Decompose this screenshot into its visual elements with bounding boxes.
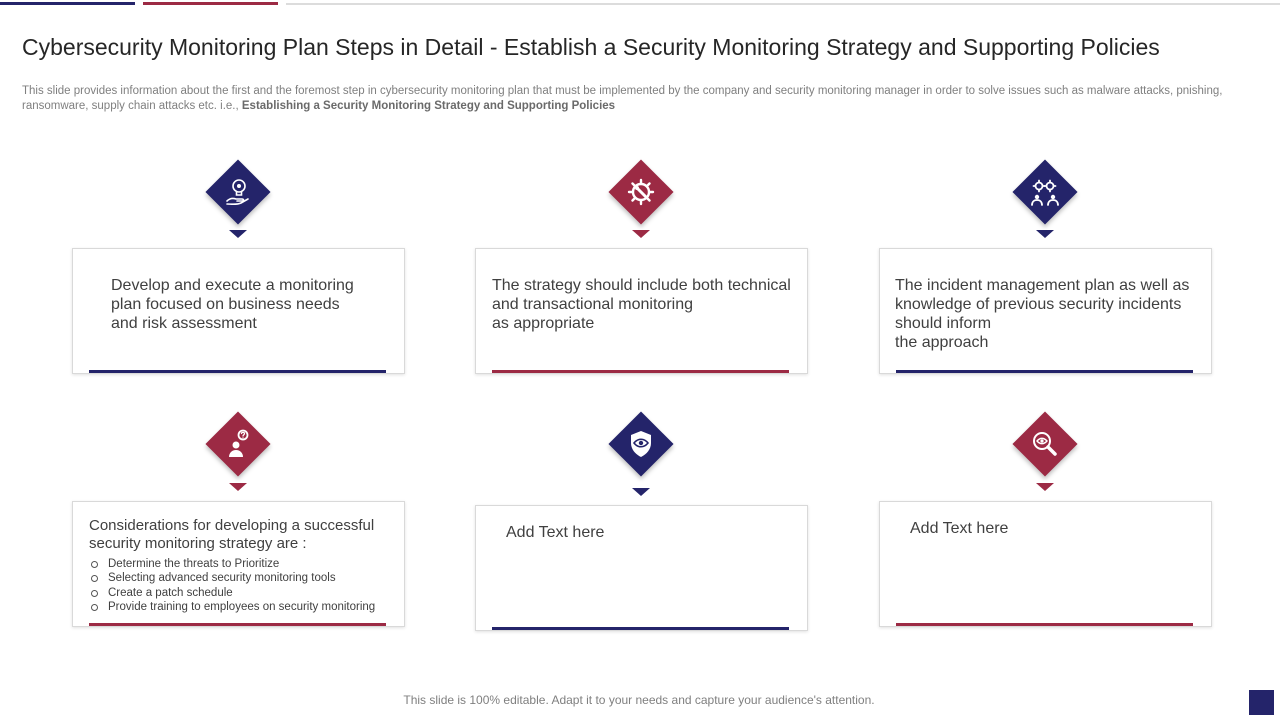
pointer-arrow (1036, 230, 1054, 238)
card-text-line: plan focused on business needs (111, 296, 340, 313)
gears-team-icon (1013, 160, 1077, 224)
card-text (895, 276, 1189, 352)
card-text-line: security monitoring strategy are : (89, 535, 307, 552)
pointer-arrow (229, 230, 247, 238)
step-card-2 (475, 248, 808, 374)
list-item: Provide training to employees on security monitoring (89, 600, 375, 614)
card-underline (89, 623, 386, 626)
card-text-line: knowledge of previous security incidents (895, 296, 1182, 313)
lightbulb-hand-icon (206, 160, 270, 224)
page-title: Cybersecurity Monitoring Plan Steps in Detail - Establish a Security Monitoring Strategy and Supporting Policies (22, 34, 1160, 60)
step-card-1 (72, 248, 405, 374)
card-text-line[interactable]: Add Text here (910, 520, 1009, 537)
card-text-line: should inform (895, 315, 992, 332)
step-card-4 (72, 501, 405, 627)
top-accent-navy (0, 2, 135, 5)
subtitle-bold: Establishing a Security Monitoring Strategy and Supporting Policies (241, 99, 616, 112)
list-item: Create a patch schedule (89, 586, 375, 600)
footer-note: This slide is 100% editable. Adapt it to your needs and capture your audience's attention. (403, 693, 875, 707)
step-card-6 (879, 501, 1212, 627)
subtitle-text: This slide provides information about the first and the foremost step in cybersecurity monitoring plan that must be implemented by the company and security monitoring manager in order to solve issues such as malware attacks, pnishing, ransomware, supply chain attacks etc. i.e., (22, 85, 1223, 112)
gear-wrench-icon (609, 160, 673, 224)
top-accent-gray (286, 3, 1280, 5)
card-text-line: The incident management plan as well as (895, 277, 1190, 294)
step-card-5 (475, 505, 808, 631)
card-text-line: Develop and execute a monitoring (111, 277, 354, 294)
card-underline (896, 623, 1193, 626)
pointer-arrow (632, 230, 650, 238)
step-card-3 (879, 248, 1212, 374)
list-item: Determine the threats to Prioritize (89, 557, 375, 571)
top-accent-red (143, 2, 278, 5)
card-text-line: and risk assessment (111, 315, 257, 332)
card-underline (492, 370, 789, 373)
card-text (111, 276, 354, 333)
card-text-line: the approach (895, 334, 989, 351)
card-text-line: The strategy should include both technical (492, 277, 791, 294)
corner-accent (1249, 690, 1274, 715)
list-item: Selecting advanced security monitoring tools (89, 571, 375, 585)
person-question-icon (206, 412, 270, 476)
card-text-line[interactable]: Add Text here (506, 524, 605, 541)
card-text-line: as appropriate (492, 315, 595, 332)
card-underline (89, 370, 386, 373)
card-text (492, 276, 791, 333)
page-subtitle (22, 84, 1237, 113)
card-text (89, 517, 374, 553)
pointer-arrow (632, 488, 650, 496)
card-text-line: Considerations for developing a successful (89, 517, 375, 534)
pointer-arrow (1036, 483, 1054, 491)
magnifier-eye-icon (1013, 412, 1077, 476)
card-underline (896, 370, 1193, 373)
card-underline (492, 627, 789, 630)
card-text (506, 523, 604, 542)
pointer-arrow (229, 483, 247, 491)
shield-eye-icon (609, 412, 673, 476)
card-text (910, 519, 1008, 538)
card-text-line: and transactional monitoring (492, 296, 694, 313)
considerations-list (89, 557, 375, 614)
